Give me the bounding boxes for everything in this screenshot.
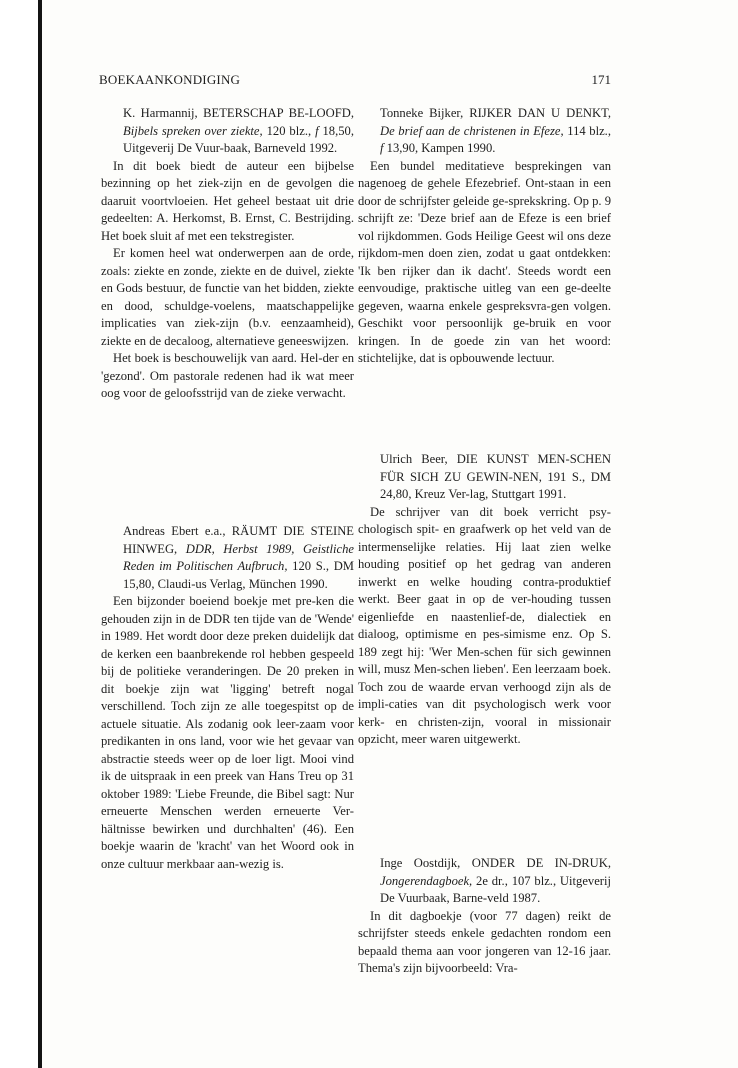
review-paragraph: De schrijver van dit boek verricht psy-chologisch spit- en graafwerk op het veld van de intermenselijke relaties. Hij laat zien welke houding positief op het gedrag van anderen inwerkt en welke houding contra-produktief werkt. Beer gaat in op de ver-houding tussen eigenliefde en naastenlief-de, dialectiek en dialoog, optimisme en pes-simisme enz. Op S. 189 zegt hij: 'Wer Men-schen für sich gewinnen will, musz Men-schen lieben'. Een leerzaam boek. Toch zou de waarde ervan verhoogd zijn als de impli-caties van dit psychologisch werk voor kerk- en christen-zijn, vooral in missionair opzicht, meer waren uitgewerkt.	[358, 504, 612, 746]
review-harmannij	[101, 105, 354, 403]
review-beer	[358, 451, 611, 749]
review-citation: Andreas Ebert e.a., RÄUMT DIE STEINE HINWEG, DDR, Herbst 1989, Geistliche Reden im Politischen Aufbruch, 120 S., DM 15,80, Claudi-us Verlag, München 1990.	[123, 524, 354, 591]
review-paragraph: In dit boek biedt de auteur een bijbelse bezinning op het ziek-zijn en de gevolgen die daaruit voortvloeien. Het geheel bestaat uit drie gedeelten: A. Herkomst, B. Ernst, C. Bestrijding. Het boek sluit af met een tekstregister.	[101, 158, 354, 243]
binding-gutter-line	[38, 0, 42, 1068]
review-citation: Inge Oostdijk, ONDER DE IN-DRUK, Jongerendagboek, 2e dr., 107 blz., Uitgeverij De Vuurbaak, Barne-veld 1987.	[380, 856, 611, 905]
review-paragraph: Een bundel meditatieve besprekingen van nagenoeg de gehele Efezebrief. Ont-staan in een door de schrijfster geleide ge-sprekskring. Op p. 9 schrijft ze: 'Deze brief aan de Efeze is een brief vol rijkdommen. Gods Heilige Geest wil ons deze rijkdom-men doen zien, zodat u gaat ontdekken: 'Ik ben rijker dan ik dacht'. Steeds wordt een eenvoudige, praktische uitleg van een ge-deelte gegeven, waarna enkele gespreksvra-gen volgen. Geschikt voor persoonlijk ge-bruik en voor kringen. In de goede zin van het woord: stichtelijke, dat is opbouwende lectuur.	[358, 158, 611, 365]
review-paragraph: Een bijzonder boeiend boekje met pre-ken die gehouden zijn in de DDR ten tijde van de 'Wende' in 1989. Het wordt door deze preken duidelijk dat de kerken een baanbrekende rol hebben gespeeld bij de politieke veranderingen. De 20 preken in dit boekje zijn wat 'ligging' betreft nogal verschillend. Toch zijn ze alle toegespitst op de actuele situatie. Als zodanig ook leer-zaam voor predikanten in ons land, voor wie het gevaar van abstractie steeds weer op de loer ligt. Mooi vind ik de uitspraak in een preek van Hans Treu op 31 oktober 1989: 'Liebe Freunde, die Bibel sagt: Nur erneuerte Menschen werden erneuerte Ver-hältnisse bewirken und durchhalten' (46). Een boekje waarin de 'kracht' van het Woord ook in onze cultuur merkbaar aan-wezig is.	[101, 594, 354, 871]
review-paragraph: In dit dagboekje (voor 77 dagen) reikt de schrijfster steeds enkele gedachten rondom een bepaald thema aan voor jongeren van 12-16 jaar. Thema's zijn bijvoorbeeld: Vra-	[358, 908, 611, 975]
review-citation: Tonneke Bijker, RIJKER DAN U DENKT, De brief aan de christenen in Efeze, 114 blz., f 13,90, Kampen 1990.	[380, 106, 611, 155]
review-citation: Ulrich Beer, DIE KUNST MEN-SCHEN FÜR SICH ZU GEWIN-NEN, 191 S., DM 24,80, Kreuz Ver-lag, Stuttgart 1991.	[380, 452, 611, 501]
running-header-title: BOEKAANKONDIGING	[99, 72, 241, 87]
review-paragraph: Er komen heel wat onderwerpen aan de orde, zoals: ziekte en zonde, ziekte en de duivel, ziekte en Gods bestuur, de functie van het bidden, ziekte en dood, schuldge-voelens, maatschappelijke implicaties van ziek-zijn (b.v. eenzaamheid), ziekte en de decaloog, alternatieve geneeswijzen.	[101, 246, 354, 348]
review-body	[358, 908, 611, 978]
review-citation: K. Harmannij, BETERSCHAP BE-LOOFD, Bijbels spreken over ziekte, 120 blz., f 18,50, Uitgeverij De Vuur-baak, Barneveld 1992.	[123, 106, 354, 155]
review-body	[358, 158, 611, 368]
review-paragraph: Het boek is beschouwelijk van aard. Hel-der en 'gezond'. Om pastorale redenen had ik wat meer oog voor de geloofsstrijd van de zieke verwacht.	[101, 351, 354, 400]
review-body	[101, 593, 354, 873]
page-margin-left	[0, 0, 38, 1068]
review-body	[101, 158, 354, 403]
review-bijker	[358, 105, 611, 368]
review-ebert	[101, 523, 354, 873]
review-body	[358, 504, 611, 749]
review-oostdijk	[358, 855, 611, 978]
page-number: 171	[591, 72, 611, 87]
